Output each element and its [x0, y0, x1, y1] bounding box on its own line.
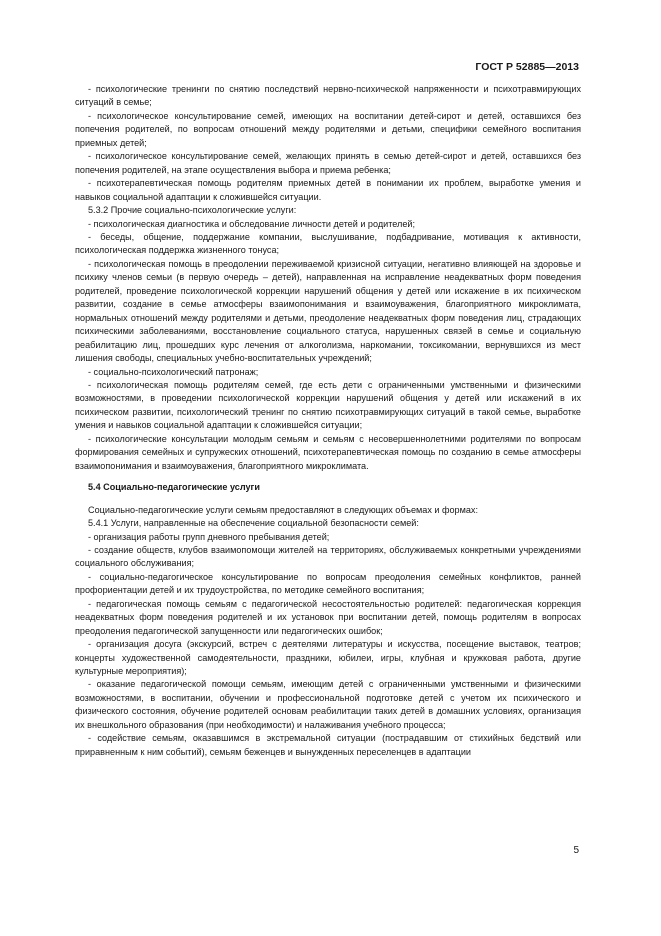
paragraph: - психологическая диагностика и обследование личности детей и родителей; — [88, 218, 416, 229]
paragraph: - социально-психологический патронаж; — [88, 366, 259, 377]
paragraph: - создание обществ, клубов взаимопомощи жителей на территориях, обслуживаемых конкретными учреждениями социального обслуживания; — [75, 544, 581, 569]
paragraph: Социально-педагогические услуги семьям предоставляют в следующих объемах и формах: — [88, 504, 478, 515]
paragraph: - педагогическая помощь семьям с педагогической несостоятельностью родителей: педагогическая коррекция неадекватных форм поведения родителей и их установок при воспитании детей, помощь родителям в вопросах преодоления педагогической запущенности или педагогических ошибок; — [75, 598, 581, 636]
paragraph: - оказание педагогической помощи семьям, имеющим детей с ограниченными умственными и физическими возможностями, в воспитании, обучении и профессиональной подготовке детей с учетом их психического и физического состояния, обучение родителей основам реабилитации таких детей в домашних условиях, организация их внешкольного образования (при необходимости) и налаживания учебного процесса; — [75, 679, 581, 730]
paragraph: - беседы, общение, поддержание компании, выслушивание, подбадривание, мотивация к активности, психологическая поддержка жизненного тонуса; — [75, 231, 581, 256]
paragraph: - содействие семьям, оказавшимся в экстремальной ситуации (пострадавшим от стихийных бедствий или приравненным к ним событий), семьям беженцев и вынужденных переселенцев в адаптации — [75, 733, 581, 757]
paragraph: 5.4.1 Услуги, направленные на обеспечение социальной безопасности семей: — [88, 518, 419, 529]
paragraph: - психотерапевтическая помощь родителям приемных детей в понимании их проблем, выработке умения и навыков социальной адаптации к сложившейся ситуации. — [75, 178, 581, 202]
section-title: 5.4 Социально-педагогические услуги — [88, 482, 260, 493]
document-code: ГОСТ Р 52885—2013 — [475, 61, 579, 73]
paragraph: - психологическая помощь родителям семей, где есть дети с ограниченными умственными и физическими возможностями, в проведении психологической коррекции нарушений общения у детей или искажений в их психическом развитии, психологический тренинг по снятию психотравмирующих ситуаций в такой семье, выработке умения и навыков социальной адаптации к сложившейся ситуации; — [75, 379, 581, 431]
paragraph: - психологические тренинги по снятию последствий нервно-психической напряженности и психотравмирующих ситуаций в семье; — [75, 84, 581, 108]
page-number: 5 — [573, 845, 579, 856]
paragraph: - психологическое консультирование семей, желающих принять в семью детей-сирот и детей, оставшихся без попечения родителей, на этапе осуществления выбора и приема ребенка; — [75, 151, 581, 175]
paragraph: - психологическое консультирование семей, имеющих на воспитании детей-сирот и детей, оставшихся без попечения родителей, по вопросам отношений между родителями и детьми, специфики семейного воспитания приемных детей; — [75, 110, 581, 148]
paragraph: - социально-педагогическое консультирование по вопросам преодоления семейных конфликтов, ранней профориентации детей и их трудоустройства, по методике семейного воспитания; — [75, 571, 581, 596]
document-body — [75, 83, 581, 759]
paragraph: - организация досуга (экскурсий, встреч с деятелями литературы и искусства, посещение выставок, театров; концерты художественной самодеятельности, праздники, юбилеи, игры, клубная и кружковая работа, другие культурные мероприятия); — [75, 639, 581, 677]
paragraph: - организация работы групп дневного пребывания детей; — [88, 531, 330, 542]
paragraph: - психологическая помощь в преодолении переживаемой кризисной ситуации, негативно влияющей на здоровье и психику членов семьи (в первую очередь – детей), направленная на исправление неадекватных форм поведения родителей, проведение психологической коррекции нарушений общения у детей или искажение в их психическом развитии, создание в семье атмосферы взаимопонимания и взаимоуважения, благоприятного микроклимата, нормальных отношений между родителями и детьми, преодоление неадекватных форм поведения лиц, страдающих психическими заболеваниями, восстановление социального статуса, нарушенных связей в семье и социальную реабилитацию лиц, прошедших курс лечения от алкоголизма, наркомании, токсикомании, вернувшихся из мест лишения свободы, специальных учебно-воспитательных учреждений; — [75, 258, 581, 364]
paragraph: - психологические консультации молодым семьям и семьям с несовершеннолетними родителями по вопросам формирования семейных и супружеских отношений, психотерапевтическая помощь по созданию в семье атмосферы взаимопонимания и взаимоуважения, благоприятного микроклимата. — [75, 433, 581, 471]
paragraph: 5.3.2 Прочие социально-психологические услуги: — [88, 205, 297, 216]
